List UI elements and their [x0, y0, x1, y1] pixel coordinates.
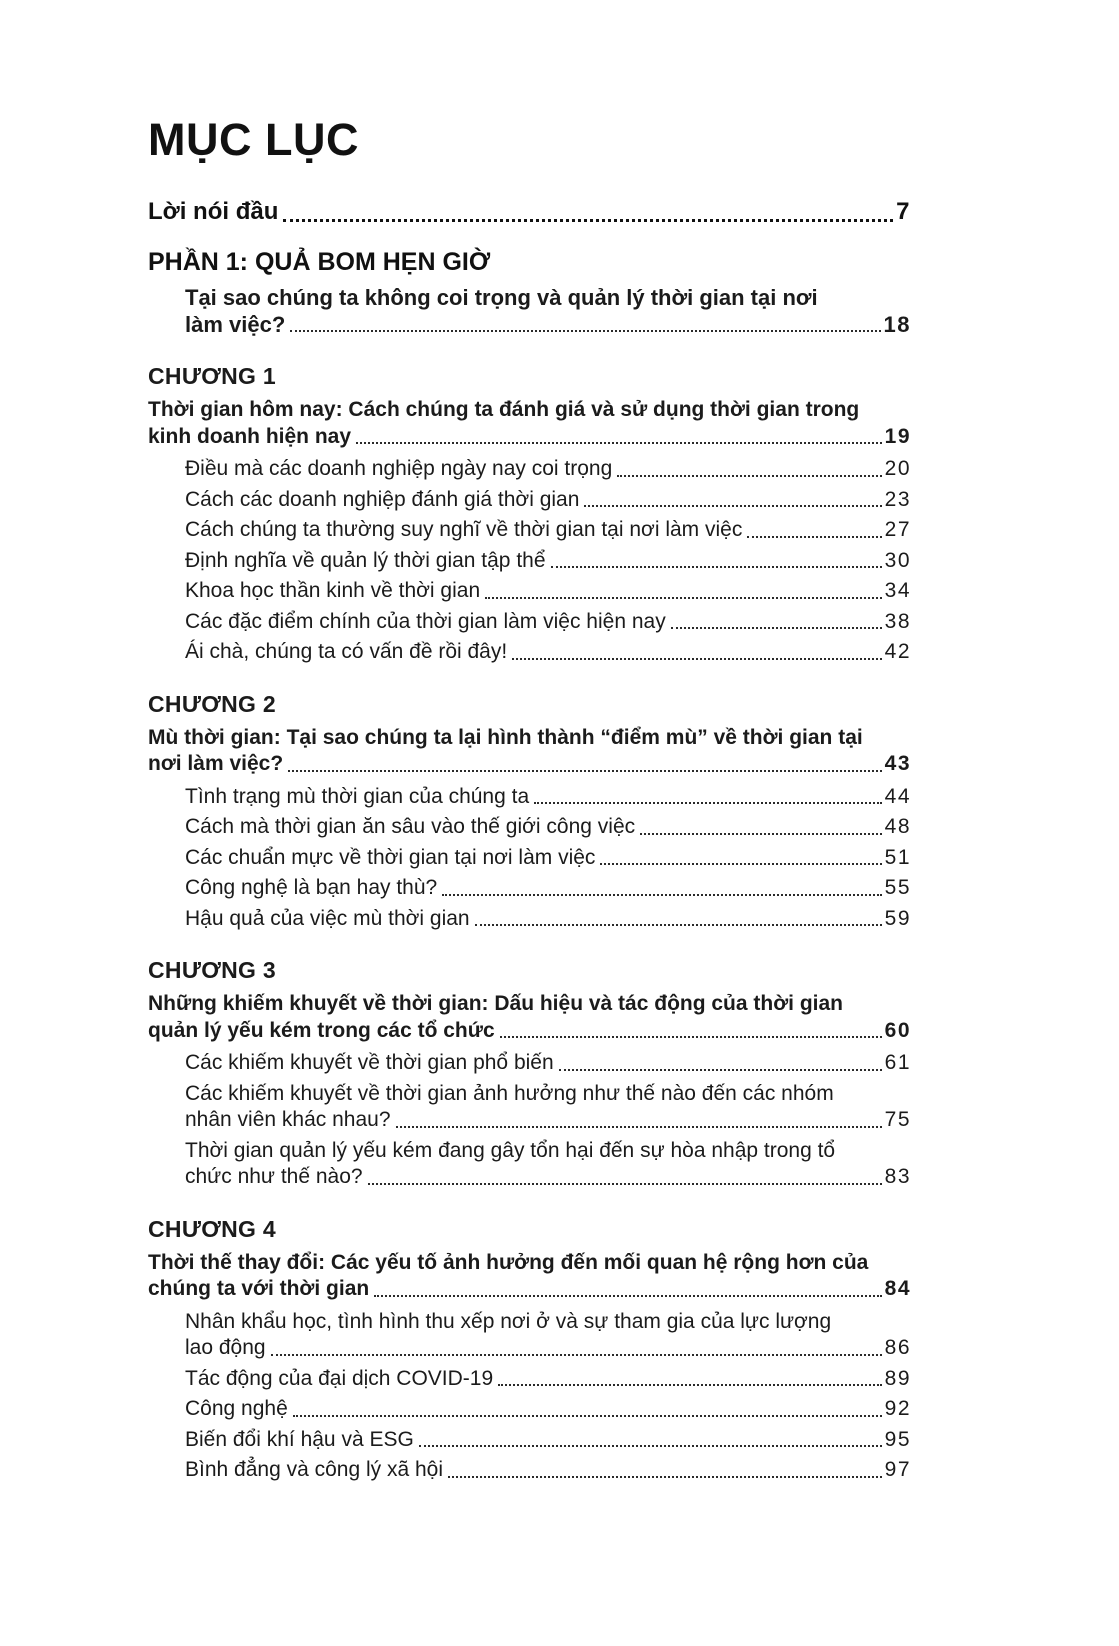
toc-entry-line: [185, 548, 911, 575]
toc-chapter-section: [148, 690, 911, 933]
toc-entry-text: Khoa học thần kinh về thời gian: [185, 579, 481, 603]
toc-preface-row-text: Lời nói đầu: [148, 198, 279, 226]
toc-entry: [148, 1081, 911, 1134]
chapter-title-line: [148, 751, 911, 778]
dot-leader: [442, 892, 881, 896]
toc-chapter-section: [148, 362, 911, 666]
toc-entry-text: Ái chà, chúng ta có vấn đề rồi đây!: [185, 640, 508, 664]
chapter-title-line: Mù thời gian: Tại sao chúng ta lại hình thành “điểm mù” về thời gian tại: [148, 725, 863, 749]
dot-leader: [374, 1293, 881, 1297]
chapter-label: CHƯƠNG 1: [148, 363, 277, 390]
toc-entry: [148, 487, 911, 514]
dot-leader: [747, 534, 881, 538]
toc-entry-line: [185, 578, 911, 605]
toc-entry-line: [185, 1050, 911, 1077]
toc-part-subtitle-line: [185, 311, 911, 338]
toc-entry-text: Định nghĩa về quản lý thời gian tập thể: [185, 548, 546, 572]
toc-entry-text: Bình đẳng và công lý xã hội: [185, 1458, 444, 1482]
chapter-title-line: [148, 424, 911, 451]
toc-entry-line: [185, 814, 911, 841]
toc-entry: [148, 548, 911, 575]
toc-chapter-section: [148, 956, 911, 1191]
toc-entry-text: Điều mà các doanh nghiệp ngày nay coi trọng: [185, 457, 613, 481]
toc-entry-line: [185, 456, 911, 483]
chapter-title-text: kinh doanh hiện nay: [148, 424, 352, 448]
chapter-title-line: Thời gian hôm nay: Cách chúng ta đánh giá và sử dụng thời gian trong: [148, 398, 860, 422]
chapter-title-line: Những khiếm khuyết về thời gian: Dấu hiệu và tác động của thời gian: [148, 992, 843, 1016]
page-number: 27: [884, 518, 911, 542]
page-number: 44: [884, 784, 911, 808]
toc-entry-text: Các khiếm khuyết về thời gian phổ biến: [185, 1051, 554, 1075]
page-number: 55: [884, 876, 911, 900]
page-number: 89: [884, 1366, 911, 1390]
toc-entry-text: chức như thế nào?: [185, 1165, 363, 1189]
toc-entry: [148, 578, 911, 605]
toc-part-subtitle-line: Tại sao chúng ta không coi trọng và quản lý thời gian tại nơi: [185, 285, 818, 311]
chapter-title-line: Thời thế thay đổi: Các yếu tố ảnh hưởng đến mối quan hệ rộng hơn của: [148, 1250, 869, 1274]
toc-entry: [148, 517, 911, 544]
toc-entry-line: [185, 1427, 911, 1454]
dot-leader: [551, 564, 882, 568]
toc-entry: [148, 875, 911, 902]
toc-entry-line: [185, 517, 911, 544]
page-number: 75: [884, 1108, 911, 1132]
toc-part-subtitle-text: làm việc?: [185, 312, 286, 338]
page-number: 23: [884, 487, 911, 511]
page-number: 30: [884, 548, 911, 572]
toc-entry: [148, 1396, 911, 1423]
toc-entry-text: Hậu quả của việc mù thời gian: [185, 906, 470, 930]
toc-entry: [148, 784, 911, 811]
toc-entry-text: Cách chúng ta thường suy nghĩ về thời gian tại nơi làm việc: [185, 518, 743, 542]
toc-entry-line: [185, 487, 911, 514]
toc-entry-line: [185, 1366, 911, 1393]
toc-entry-line: [185, 845, 911, 872]
toc-entry-text: Các chuẩn mực về thời gian tại nơi làm việc: [185, 845, 596, 869]
page-number: 51: [884, 845, 911, 869]
toc-entry-line: Thời gian quản lý yếu kém đang gây tổn hại đến sự hòa nhập trong tổ: [185, 1138, 836, 1162]
page-number: 97: [884, 1458, 911, 1482]
toc-entry-line: [185, 609, 911, 636]
toc-entry-line: [185, 784, 911, 811]
toc-part-heading: PHẦN 1: QUẢ BOM HẸN GIỜ: [148, 248, 491, 277]
toc-entry: [148, 639, 911, 666]
dot-leader: [448, 1474, 882, 1478]
dot-leader: [356, 440, 882, 444]
toc-entry-text: Cách mà thời gian ăn sâu vào thế giới công việc: [185, 815, 636, 839]
dot-leader: [475, 922, 882, 926]
chapter-title: [148, 991, 911, 1044]
toc-entry-line: [185, 1396, 911, 1423]
chapter-label: CHƯƠNG 4: [148, 1215, 277, 1242]
toc-entry-text: Các đặc điểm chính của thời gian làm việc hiện nay: [185, 609, 666, 633]
page-title: MỤC LỤC: [148, 114, 359, 165]
dot-leader: [500, 1034, 882, 1038]
page-number: 19: [884, 424, 911, 448]
toc-entry-line: Các khiếm khuyết về thời gian ảnh hưởng như thế nào đến các nhóm: [185, 1081, 834, 1105]
chapter-label: CHƯƠNG 2: [148, 690, 277, 717]
chapter-title: [148, 725, 911, 778]
toc-entry: [148, 609, 911, 636]
page-number: 95: [884, 1427, 911, 1451]
page-number: 42: [884, 640, 911, 664]
dot-leader: [534, 800, 881, 804]
page-number: 61: [884, 1051, 911, 1075]
page-number: 48: [884, 815, 911, 839]
toc-entry: [148, 814, 911, 841]
dot-leader: [368, 1181, 882, 1185]
chapter-title-line: [148, 1018, 911, 1045]
chapter-title-text: chúng ta với thời gian: [148, 1277, 370, 1301]
dot-leader: [293, 1413, 882, 1417]
dot-leader: [600, 861, 881, 865]
chapter-title-line: [148, 1276, 911, 1303]
toc-entry: [148, 1457, 911, 1484]
toc-part-subtitle: [148, 284, 911, 338]
dot-leader: [271, 1352, 882, 1356]
dot-leader: [419, 1443, 882, 1447]
toc-entry-line: [185, 1335, 911, 1362]
page-number: 20: [884, 457, 911, 481]
toc-entry-text: Công nghệ: [185, 1397, 288, 1421]
dot-leader: [396, 1124, 882, 1128]
toc-entry: [148, 1309, 911, 1362]
dot-leader: [559, 1067, 882, 1071]
toc-preface-row: [148, 197, 911, 227]
page-number: 59: [884, 906, 911, 930]
toc-entry: [148, 456, 911, 483]
chapter-title: [148, 1250, 911, 1303]
toc-entry: [148, 906, 911, 933]
toc-entry-line: [185, 906, 911, 933]
toc-content: [148, 0, 911, 1488]
page-number: 60: [884, 1018, 911, 1042]
toc-entry-text: Biến đổi khí hậu và ESG: [185, 1427, 414, 1451]
dot-leader: [283, 217, 893, 222]
toc-entry-line: [185, 1164, 911, 1191]
chapter-title-text: nơi làm việc?: [148, 752, 284, 776]
chapter-label: CHƯƠNG 3: [148, 957, 277, 984]
dot-leader: [584, 503, 881, 507]
page-number: 43: [884, 752, 911, 776]
dot-leader: [617, 473, 881, 477]
page-number: 86: [884, 1336, 911, 1360]
page-number: 7: [896, 198, 911, 226]
toc-entry-line: [185, 1107, 911, 1134]
toc-entry-line: [185, 639, 911, 666]
toc-entry-text: nhân viên khác nhau?: [185, 1108, 391, 1132]
page-number: 83: [884, 1165, 911, 1189]
chapter-title-text: quản lý yếu kém trong các tổ chức: [148, 1018, 495, 1042]
toc-entry-text: Công nghệ là bạn hay thù?: [185, 876, 438, 900]
toc-preface-row-line: [148, 197, 911, 227]
toc-entry-text: Tác động của đại dịch COVID-19: [185, 1366, 494, 1390]
toc-entry: [148, 1427, 911, 1454]
toc-entry: [148, 1050, 911, 1077]
page-number: 84: [884, 1277, 911, 1301]
toc-entry-line: [185, 875, 911, 902]
dot-leader: [485, 595, 882, 599]
toc-list: [148, 197, 911, 1484]
chapter-title: [148, 397, 911, 450]
dot-leader: [290, 328, 880, 332]
toc-chapter-section: [148, 1215, 911, 1484]
dot-leader: [512, 656, 881, 660]
page-number: 38: [884, 609, 911, 633]
toc-entry: [148, 845, 911, 872]
toc-entry-line: [185, 1457, 911, 1484]
toc-entry-text: Tình trạng mù thời gian của chúng ta: [185, 784, 530, 808]
dot-leader: [288, 768, 881, 772]
toc-entry-text: Cách các doanh nghiệp đánh giá thời gian: [185, 487, 580, 511]
dot-leader: [498, 1382, 881, 1386]
page-number: 34: [884, 579, 911, 603]
dot-leader: [671, 625, 882, 629]
toc-entry-line: Nhân khẩu học, tình hình thu xếp nơi ở và sự tham gia của lực lượng: [185, 1309, 832, 1333]
toc-entry: [148, 1366, 911, 1393]
page-number: 92: [884, 1397, 911, 1421]
page-number: 18: [883, 312, 911, 338]
toc-entry: [148, 1138, 911, 1191]
toc-entry-text: lao động: [185, 1336, 266, 1360]
dot-leader: [640, 831, 882, 835]
